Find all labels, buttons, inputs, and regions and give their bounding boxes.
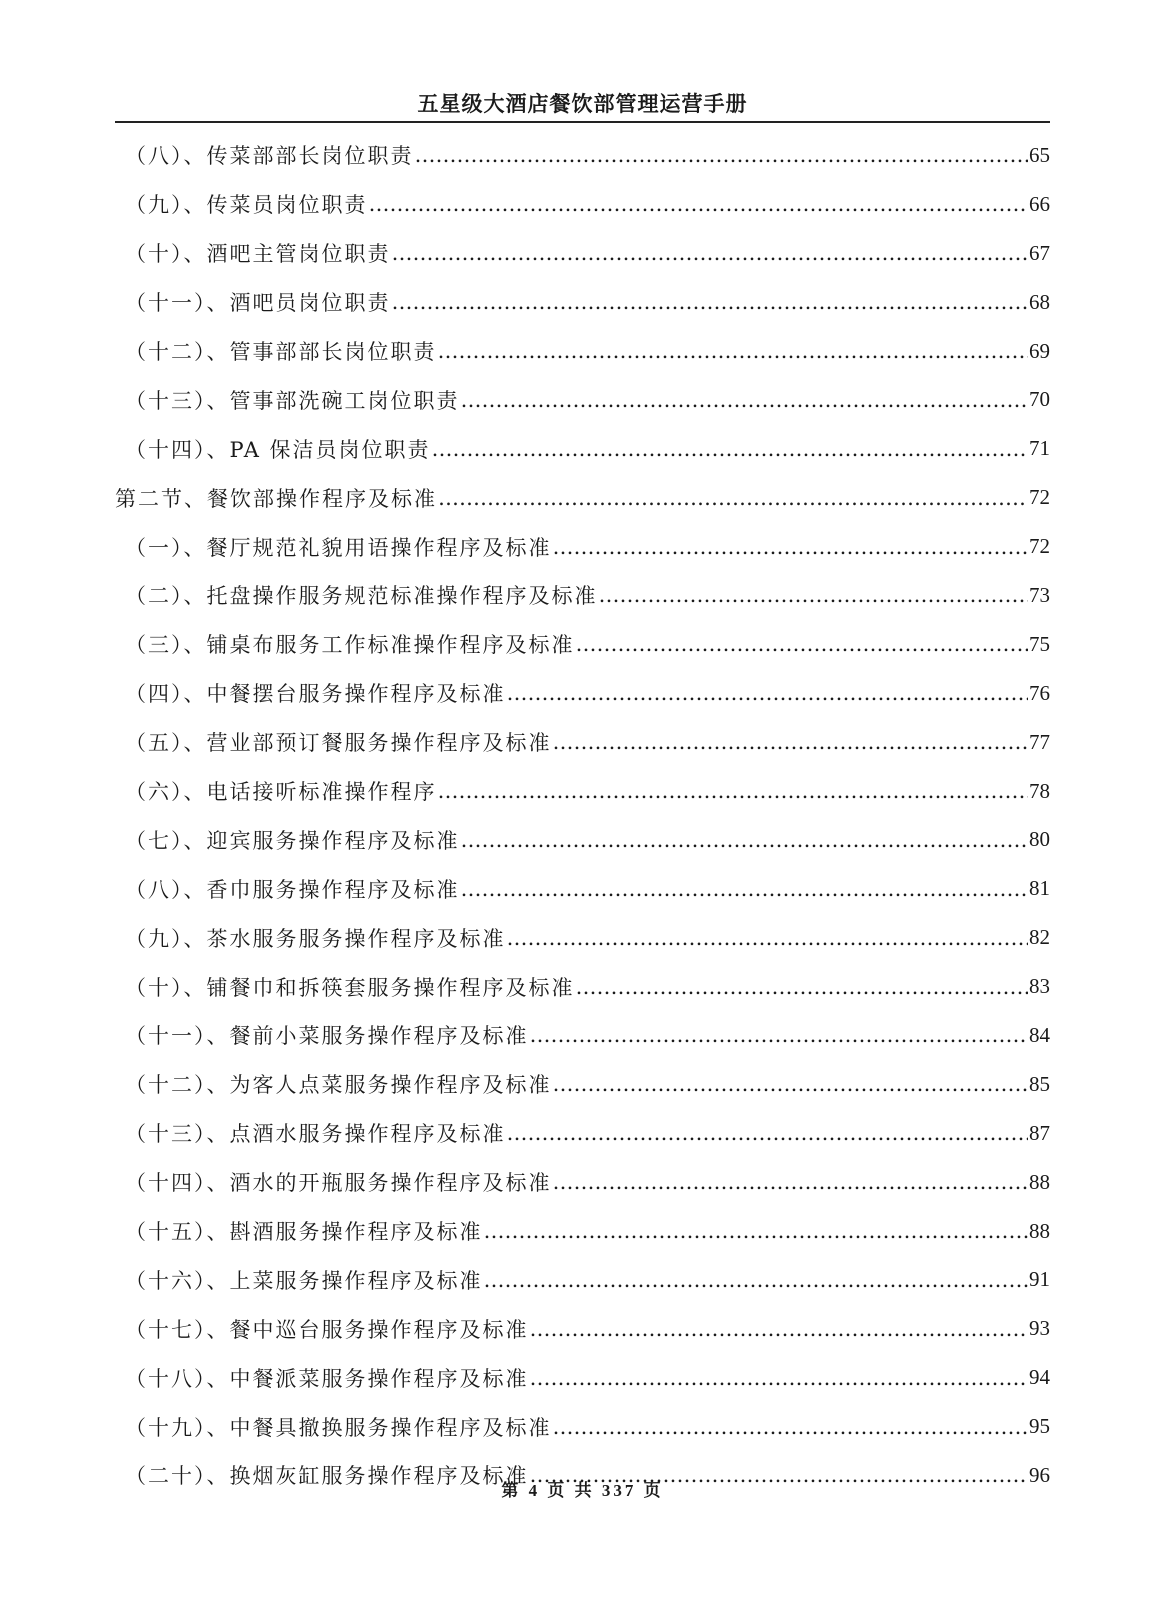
toc-entry[interactable]	[115, 1402, 1050, 1451]
toc-entry-title: （十一）、餐前小菜服务操作程序及标准	[125, 1024, 529, 1049]
toc-dot-leader	[432, 437, 1028, 461]
toc-entry-title: （十一）、酒吧员岗位职责	[125, 291, 391, 316]
header-divider	[115, 121, 1050, 123]
toc-entry-title: （二）、托盘操作服务规范标准操作程序及标准	[125, 584, 598, 609]
toc-entry-title: （八）、传菜部部长岗位职责	[125, 144, 414, 169]
toc-entry-page-number: 82	[1029, 925, 1050, 950]
page-number-footer: 第 4 页 共 337 页	[501, 1481, 664, 1500]
toc-dot-leader	[461, 388, 1029, 412]
toc-entry-page-number: 77	[1029, 729, 1050, 754]
toc-entry-title: （十二）、管事部部长岗位职责	[125, 340, 437, 364]
toc-entry[interactable]	[115, 620, 1050, 669]
toc-dot-leader	[599, 583, 1029, 607]
toc-dot-leader	[530, 1317, 1029, 1341]
toc-entry[interactable]	[115, 1060, 1050, 1109]
toc-dot-leader	[530, 1366, 1029, 1390]
toc-dot-leader	[553, 1170, 1029, 1194]
toc-entry[interactable]	[115, 571, 1050, 620]
toc-entry-title: （一）、餐厅规范礼貌用语操作程序及标准	[125, 535, 552, 560]
toc-entry-page-number: 76	[1029, 680, 1050, 705]
toc-entry-title: （四）、中餐摆台服务操作程序及标准	[125, 682, 506, 707]
toc-entry-page-number: 68	[1029, 289, 1050, 314]
toc-entry[interactable]	[115, 473, 1050, 522]
toc-entry[interactable]	[115, 327, 1050, 376]
toc-entry[interactable]	[115, 180, 1050, 229]
toc-entry-title: （十）、铺餐巾和拆筷套服务操作程序及标准	[125, 975, 575, 1000]
toc-entry-page-number: 88	[1029, 1169, 1050, 1194]
toc-entry-page-number: 87	[1029, 1120, 1050, 1145]
toc-entry-page-number: 83	[1029, 974, 1050, 999]
toc-dot-leader	[438, 486, 1028, 510]
toc-entry-title: （七）、迎宾服务操作程序及标准	[125, 828, 460, 853]
toc-entry-title: （十七）、餐中巡台服务操作程序及标准	[125, 1317, 529, 1342]
toc-entry-page-number: 91	[1029, 1267, 1050, 1292]
toc-entry[interactable]	[115, 1353, 1050, 1402]
toc-entry-title: （十八）、中餐派菜服务操作程序及标准	[125, 1366, 529, 1391]
toc-entry-title: （九）、传菜员岗位职责	[125, 193, 368, 218]
toc-dot-leader	[461, 828, 1029, 852]
toc-entry[interactable]	[115, 375, 1050, 424]
toc-entry-page-number: 88	[1029, 1218, 1050, 1243]
toc-entry-title: （十二）、为客人点菜服务操作程序及标准	[125, 1073, 552, 1098]
toc-entry-page-number: 67	[1029, 240, 1050, 265]
document-header-title: 五星级大酒店餐饮部管理运营手册	[417, 92, 748, 116]
toc-entry[interactable]	[115, 767, 1050, 816]
toc-entry-page-number: 75	[1029, 631, 1050, 656]
toc-entry-page-number: 69	[1029, 338, 1050, 363]
toc-entry-page-number: 96	[1029, 1462, 1050, 1487]
toc-entry-title: （九）、茶水服务服务操作程序及标准	[125, 926, 506, 951]
toc-entry[interactable]	[115, 1011, 1050, 1060]
toc-dot-leader	[553, 1072, 1029, 1096]
toc-entry-page-number: 95	[1029, 1414, 1050, 1439]
toc-dot-leader	[484, 1268, 1029, 1292]
toc-entry-page-number: 66	[1029, 191, 1050, 216]
toc-entry-page-number: 78	[1029, 778, 1050, 803]
toc-entry[interactable]	[115, 1304, 1050, 1353]
toc-entry-title: （六）、电话接听标准操作程序	[125, 780, 437, 805]
toc-dot-leader	[392, 241, 1029, 265]
toc-entry-page-number: 72	[1029, 485, 1050, 510]
toc-entry-title: （十四）、PA 保洁员岗位职责	[125, 437, 431, 462]
toc-dot-leader	[553, 535, 1029, 559]
toc-entry-title: （二十）、换烟灰缸服务操作程序及标准	[125, 1464, 529, 1489]
toc-dot-leader	[576, 632, 1029, 656]
toc-entry-title: （十四）、酒水的开瓶服务操作程序及标准	[125, 1171, 552, 1196]
toc-entry[interactable]	[115, 864, 1050, 913]
toc-dot-leader	[369, 192, 1029, 216]
toc-entry[interactable]	[115, 718, 1050, 767]
toc-entry-page-number: 73	[1029, 582, 1050, 607]
toc-entry[interactable]	[115, 424, 1050, 473]
toc-dot-leader	[438, 339, 1029, 363]
toc-entry[interactable]	[115, 669, 1050, 718]
toc-entry-page-number: 94	[1029, 1365, 1050, 1390]
toc-entry-title: （十五）、斟酒服务操作程序及标准	[125, 1220, 483, 1245]
toc-entry-page-number: 81	[1029, 876, 1050, 901]
toc-entry[interactable]	[115, 131, 1050, 180]
toc-entry-title: 第二节、餐饮部操作程序及标准	[115, 486, 437, 511]
toc-entry-page-number: 84	[1029, 1022, 1050, 1047]
toc-dot-leader	[392, 290, 1029, 314]
toc-entry-page-number: 70	[1029, 387, 1050, 412]
toc-entry-title: （十）、酒吧主管岗位职责	[125, 242, 391, 267]
toc-entry-page-number: 72	[1029, 534, 1050, 559]
table-of-contents	[115, 131, 1050, 1500]
toc-entry[interactable]	[115, 913, 1050, 962]
toc-entry-title: （十六）、上菜服务操作程序及标准	[125, 1268, 483, 1293]
toc-dot-leader	[461, 877, 1029, 901]
toc-entry-page-number: 71	[1029, 436, 1050, 461]
toc-entry-title: （三）、铺桌布服务工作标准操作程序及标准	[125, 633, 575, 658]
toc-entry[interactable]	[115, 278, 1050, 327]
toc-dot-leader	[415, 143, 1029, 167]
toc-entry-title: （八）、香巾服务操作程序及标准	[125, 877, 460, 902]
toc-dot-leader	[553, 1415, 1029, 1439]
toc-dot-leader	[576, 975, 1029, 999]
toc-entry-page-number: 85	[1029, 1071, 1050, 1096]
toc-entry[interactable]	[115, 522, 1050, 571]
toc-entry[interactable]	[115, 815, 1050, 864]
toc-dot-leader	[507, 926, 1029, 950]
toc-entry[interactable]	[115, 1158, 1050, 1207]
toc-entry-page-number: 80	[1029, 827, 1050, 852]
toc-entry-title: （十九）、中餐具撤换服务操作程序及标准	[125, 1415, 552, 1440]
toc-dot-leader	[484, 1219, 1029, 1243]
toc-dot-leader	[553, 730, 1029, 754]
toc-entry-title: （十三）、点酒水服务操作程序及标准	[125, 1122, 506, 1147]
toc-dot-leader	[507, 681, 1029, 705]
toc-entry[interactable]	[115, 1207, 1050, 1256]
toc-dot-leader	[438, 779, 1029, 803]
toc-entry[interactable]	[115, 229, 1050, 278]
toc-dot-leader	[507, 1121, 1029, 1145]
toc-entry[interactable]	[115, 962, 1050, 1011]
toc-entry-title: （十三）、管事部洗碗工岗位职责	[125, 388, 460, 413]
toc-entry[interactable]	[115, 1109, 1050, 1158]
toc-entry-page-number: 65	[1029, 142, 1050, 167]
toc-entry-page-number: 93	[1029, 1316, 1050, 1341]
toc-entry[interactable]	[115, 1255, 1050, 1304]
toc-dot-leader	[530, 1023, 1029, 1047]
toc-entry-title: （五）、营业部预订餐服务操作程序及标准	[125, 731, 552, 756]
